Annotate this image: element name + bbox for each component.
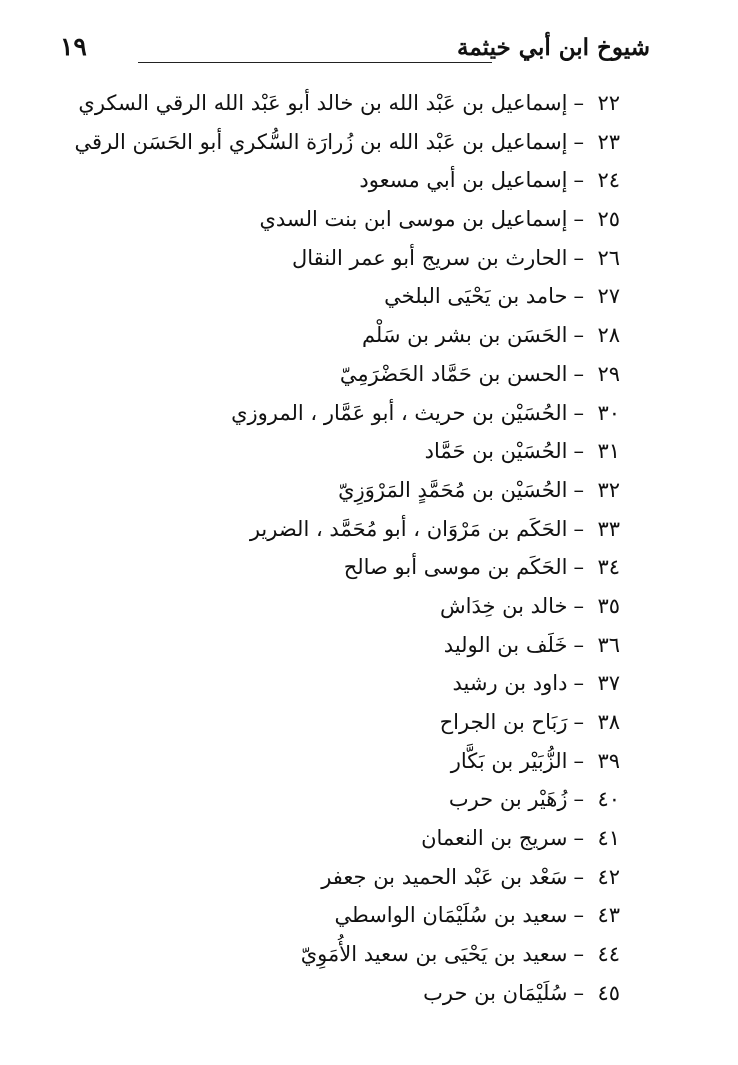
entry-name: خالد بن خِدَاش <box>440 593 568 618</box>
list-item <box>120 819 620 858</box>
entry-number: ٤١ <box>597 826 620 851</box>
list-item <box>120 316 620 355</box>
entry-name: الحَسَن بن بشر بن سَلْم <box>361 323 568 348</box>
entry-name: سريج بن النعمان <box>421 826 568 851</box>
entry-separator: – <box>573 593 584 618</box>
entry-name: الحسن بن حَمَّاد الحَضْرَمِيّ <box>339 361 568 386</box>
list-item <box>120 664 620 703</box>
entry-separator: – <box>573 710 584 734</box>
entry-number: ٢٧ <box>597 284 620 309</box>
entry-name: إسماعيل بن عَبْد الله بن زُرارَة السُّكري أبو الحَسَن الرقي <box>74 129 568 154</box>
list-item <box>120 858 620 897</box>
entry-separator: – <box>573 516 584 541</box>
list-item <box>120 935 620 974</box>
entry-name: حامد بن يَحْيَى البلخي <box>384 284 568 309</box>
entry-separator: – <box>573 477 584 502</box>
list-item <box>120 394 620 433</box>
list-item <box>120 896 620 935</box>
list-item <box>74 123 620 162</box>
entry-separator: – <box>573 129 584 154</box>
list-item <box>120 974 620 1013</box>
list-item <box>120 355 620 394</box>
entry-name: سعيد بن يَحْيَى بن سعيد الأُمَوِيّ <box>300 942 568 967</box>
entry-name: الحُسَيْن بن مُحَمَّدٍ المَرْوَزِيّ <box>338 477 568 502</box>
entry-separator: – <box>573 787 584 812</box>
entry-separator: – <box>573 826 584 851</box>
page-number: ١٩ <box>60 32 87 61</box>
entry-separator: – <box>573 400 584 425</box>
entry-number: ٣٥ <box>597 593 620 618</box>
entry-separator: – <box>573 323 584 348</box>
entry-separator: – <box>573 245 584 270</box>
list-item <box>120 742 620 781</box>
list-item <box>120 548 620 587</box>
entry-number: ٤٥ <box>597 980 620 1005</box>
entry-separator: – <box>573 632 584 657</box>
entry-list <box>74 84 620 1013</box>
entry-number: ٢٨ <box>597 323 620 348</box>
entry-number: ٣٨ <box>597 710 620 734</box>
entry-name: إسماعيل بن أبي مسعود <box>359 168 568 193</box>
entry-separator: – <box>573 980 584 1005</box>
entry-name: الحُسَيْن بن حريث ، أبو عَمَّار ، المروزي <box>231 400 568 425</box>
entry-number: ٤٤ <box>597 942 620 967</box>
entry-number: ٣٠ <box>597 400 620 425</box>
entry-number: ٣٢ <box>597 477 620 502</box>
entry-separator: – <box>573 748 584 773</box>
entry-number: ٢٢ <box>597 91 620 115</box>
list-item <box>120 277 620 316</box>
entry-separator: – <box>573 91 584 115</box>
entry-number: ٢٤ <box>597 168 620 193</box>
entry-separator: – <box>573 284 584 309</box>
running-title: شيوخ ابن أبي خيثمة <box>457 34 650 61</box>
entry-name: خَلَف بن الوليد <box>443 632 568 657</box>
entry-separator: – <box>573 942 584 967</box>
entry-name: إسماعيل بن عَبْد الله بن خالد أبو عَبْد الله الرقي السكري <box>78 91 568 115</box>
entry-number: ٣٧ <box>597 671 620 696</box>
entry-name: الحَكَم بن موسى أبو صالح <box>343 555 568 580</box>
list-item <box>120 161 620 200</box>
entry-separator: – <box>573 361 584 386</box>
entry-number: ٣١ <box>597 439 620 464</box>
entry-number: ٣٣ <box>597 516 620 541</box>
entry-number: ٢٩ <box>597 361 620 386</box>
entry-name: إسماعيل بن موسى ابن بنت السدي <box>259 207 568 232</box>
list-item <box>78 84 620 123</box>
list-item <box>120 200 620 239</box>
entry-name: زُهَيْر بن حرب <box>448 787 568 812</box>
page-header <box>60 28 650 68</box>
entry-separator: – <box>573 671 584 696</box>
entry-name: الحُسَيْن بن حَمَّاد <box>424 439 568 464</box>
list-item <box>120 703 620 742</box>
entry-number: ٢٦ <box>597 245 620 270</box>
entry-name: الحَكَم بن مَرْوَان ، أبو مُحَمَّد ، الضرير <box>249 516 568 541</box>
entry-number: ٣٦ <box>597 632 620 657</box>
entry-name: داود بن رشيد <box>452 671 568 696</box>
entry-separator: – <box>573 864 584 889</box>
entry-separator: – <box>573 555 584 580</box>
list-item <box>120 471 620 510</box>
entry-name: رَبَاح بن الجراح <box>439 710 568 734</box>
entry-name: سُلَيْمَان بن حرب <box>423 980 568 1005</box>
entry-number: ٣٩ <box>597 748 620 773</box>
entry-number: ٢٣ <box>597 129 620 154</box>
list-item <box>120 510 620 549</box>
list-item <box>120 626 620 665</box>
list-item <box>120 780 620 819</box>
entry-separator: – <box>573 207 584 232</box>
entry-number: ٤٣ <box>597 903 620 928</box>
entry-name: الزُّبَيْر بن بَكَّار <box>450 748 568 773</box>
entry-separator: – <box>573 903 584 928</box>
list-item <box>120 432 620 471</box>
entry-name: سعيد بن سُلَيْمَان الواسطي <box>334 903 568 928</box>
entry-separator: – <box>573 168 584 193</box>
entry-separator: – <box>573 439 584 464</box>
entry-number: ٢٥ <box>597 207 620 232</box>
header-rule <box>138 62 492 63</box>
entry-name: سَعْد بن عَبْد الحميد بن جعفر <box>321 864 568 889</box>
entry-number: ٣٤ <box>597 555 620 580</box>
list-item <box>120 587 620 626</box>
entry-number: ٤٢ <box>597 864 620 889</box>
entry-number: ٤٠ <box>597 787 620 812</box>
entry-name: الحارث بن سريج أبو عمر النقال <box>291 245 568 270</box>
list-item <box>120 239 620 278</box>
